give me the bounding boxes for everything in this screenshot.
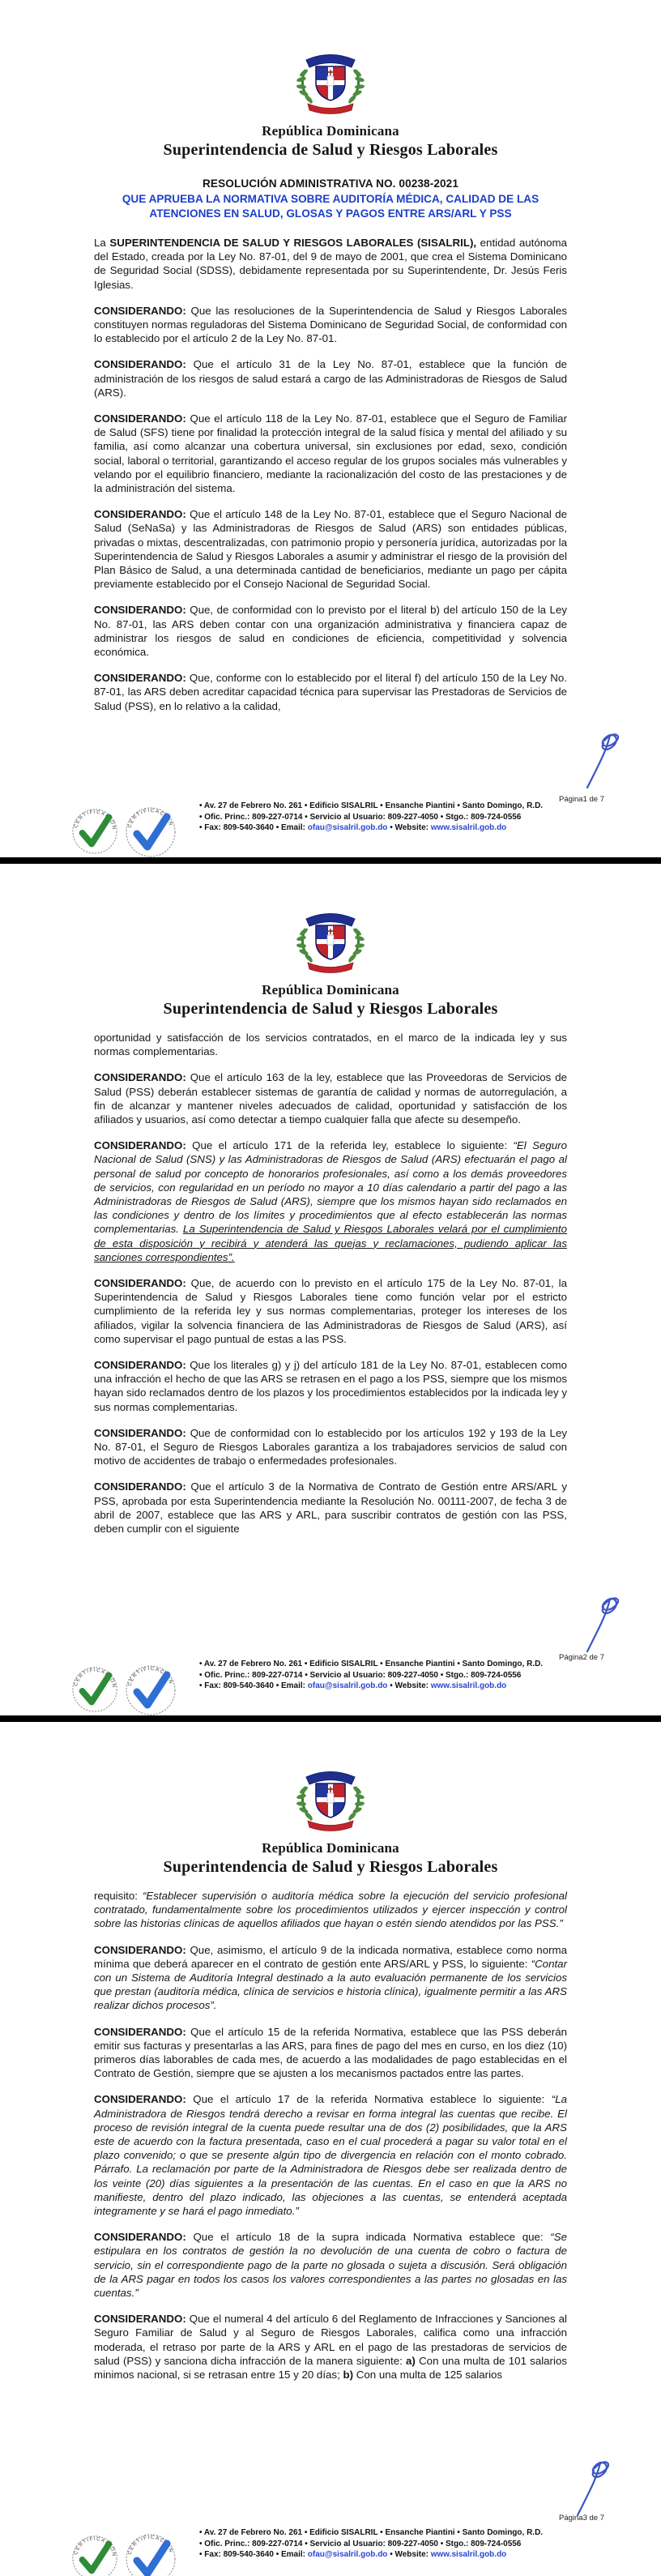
footer-contact-block: [199, 1659, 543, 1692]
footer-phones-line: • Ofic. Princ.: 809-227-0714 • Servicio al Usuario: 809-227-4050 • Stgo.: 809-724-0556: [199, 812, 522, 822]
paragraph: CONSIDERANDO: Que el artículo 31 de la Ley No. 87-01, establece que la función de administración de los riesgos de salud estará a cargo de las Administradoras de Riesgos de Salud (ARS).: [94, 358, 567, 399]
footer-contact-line: [199, 822, 543, 834]
paragraph: CONSIDERANDO: Que las resoluciones de la Superintendencia de Salud y Riesgos Laborales constituyen normas reguladoras del Sistema Dominicano de Seguridad Social, de conformidad con lo establecido por el artículo 2 de la Ley No. 87-01.: [94, 304, 567, 345]
footer-address-line: • Av. 27 de Febrero No. 261 • Edificio SISALRIL • Ensanche Piantini • Santo Domingo, R.D.: [199, 2528, 544, 2537]
signature-paraph-icon: [582, 728, 624, 794]
page-number: Página1 de 7: [559, 795, 604, 804]
certification-stamp-blue-icon: [123, 1660, 178, 1715]
footer-website-label: • Website:: [387, 823, 431, 832]
page-number: Página2 de 7: [559, 1653, 604, 1662]
dominican-coat-of-arms-icon: [295, 1769, 366, 1837]
certification-stamps: [70, 1660, 178, 1715]
footer-contact-line: [199, 1681, 543, 1692]
paragraph: CONSIDERANDO: Que el artículo 15 de la referida Normativa, establece que las PSS deberán emitir sus facturas y presentarlas a las ARS, para fines de pago del mes en curso, en los diez (10) primeros días laborables de cada mes, de acuerdo a las modalidades de pago establecidas en el Contrato de Gestión, siempre que se ajusten a los mecanismos pactados entre las partes.: [94, 2025, 567, 2080]
document-body-page-3: [94, 1889, 567, 2382]
certification-stamp-blue-icon: [123, 2529, 178, 2576]
dominican-coat-of-arms-icon: [295, 911, 366, 979]
certification-stamp-green-icon: [70, 802, 120, 857]
footer-website-link: www.sisalril.gob.do: [430, 1681, 507, 1690]
paragraph: CONSIDERANDO: Que el numeral 4 del artículo 6 del Reglamento de Infracciones y Sanciones al Seguro Familiar de Salud y al Seguro de Riesgos Laborales, califica como una infracción moderada, el retraso por parte de la ARS y ARL en el pago de las prestadoras de servicios de salud (PSS) y sanciona dicha infracción de la manera siguiente: a) Con una multa de 101 salarios minimos nacional, si se retrasan entre 15 y 20 días; b) Con una multa de 125 salarios: [94, 2313, 567, 2382]
document-body-page-1: [94, 236, 567, 713]
certification-stamp-green-icon: [70, 1660, 120, 1715]
page-2: [0, 864, 661, 1715]
paragraph: CONSIDERANDO: Que de conformidad con lo establecido por los artículos 192 y 193 de la Ley No. 87-01, el Seguro de Riesgos Laborales garantiza a los trabajadores servicios de salud con motivo de accidentes de trabajo o enfermedades profesionales.: [94, 1426, 567, 1467]
signature-paraph-icon: [572, 2455, 614, 2522]
certification-stamp-blue-icon: [123, 802, 178, 857]
footer-email-label: • Email:: [275, 1681, 308, 1690]
page-footer: [70, 801, 612, 857]
footer-address-line: • Av. 27 de Febrero No. 261 • Edificio SISALRIL • Ensanche Piantini • Santo Domingo, R.D.: [199, 1660, 544, 1668]
letterhead: [0, 0, 661, 220]
footer-contact-block: [199, 2527, 543, 2561]
page-footer: [70, 1659, 612, 1715]
certification-stamps: [70, 2529, 178, 2576]
letterhead: [0, 864, 661, 1019]
footer-email-link: ofau@sisalril.gob.do: [307, 1681, 388, 1690]
page-separator: [0, 1715, 661, 1722]
resolution-number: RESOLUCIÓN ADMINISTRATIVA NO. 00238-2021: [203, 177, 458, 190]
paragraph: CONSIDERANDO: Que el artículo 118 de la Ley No. 87-01, establece que el Seguro de Familiar de Salud (SFS) tiene por finalidad la protección integral de la salud física y mental del afiliado y su familia, así como alcanzar una cobertura universal, sin exclusiones por edad, sexo, condición social, laboral o territorial, garantizando el acceso regular de los grupos sociales más vulnerables y velando por el equilibrio financiero, mediante la racionalización del costo de las prestaciones y de la administración del sistema.: [94, 412, 567, 495]
paragraph: CONSIDERANDO: Que el artículo 3 de la Normativa de Contrato de Gestión entre ARS/ARL y PSS, aprobada por esta Superintendencia mediante la Resolución No. 00111-2007, de fecha 3 de abril de 2007, establece que las ARS y ARL, para suscribir contratos de gestión con las PSS, deben cumplir con el siguiente: [94, 1480, 567, 1536]
country-title: República Dominicana: [262, 123, 399, 139]
page-1: [0, 0, 661, 857]
footer-phones-line: • Ofic. Princ.: 809-227-0714 • Servicio al Usuario: 809-227-4050 • Stgo.: 809-724-0556: [199, 1670, 522, 1680]
footer-address-line: • Av. 27 de Febrero No. 261 • Edificio SISALRIL • Ensanche Piantini • Santo Domingo, R.D.: [199, 801, 544, 810]
dominican-coat-of-arms-icon: [295, 52, 366, 120]
certification-stamps: [70, 802, 178, 857]
agency-title: Superintendencia de Salud y Riesgos Laborales: [163, 141, 498, 159]
paragraph: CONSIDERANDO: Que, conforme con lo establecido por el literal f) del artículo 150 de la Ley No. 87-01, las ARS deben acreditar capacidad técnica para supervisar las Prestadoras de Servicios de Salud (PSS), en lo relativo a la calidad,: [94, 672, 567, 712]
paragraph: CONSIDERANDO: Que el artículo 17 de la referida Normativa establece lo siguiente: “La Administradora de Riesgos tendrá derecho a revisar en forma integral las cuentas que recibe. El proceso de revisión integral de la cuenta puede resultar una de dos (2) posibilidades, que la ARS este de acuerdo con la factura presentada, caso en el cual procederá a pagar su valor total en el plazo convenido; o que se presente algún tipo de divergencia en relación con el monto cobrado. Párrafo. La reclamación por parte de la Administradora de Riesgos debe ser realizada dentro de los veinte (20) días siguientes a la presentación de las cuentas. En el caso en que la ARS no manifieste, dentro del plazo indicado, las objeciones a las cuentas, se entenderá aceptada integramente y se hará el pago inmediato.”: [94, 2093, 567, 2218]
footer-email-link: ofau@sisalril.gob.do: [307, 823, 388, 832]
paragraph: requisito: “Establecer supervisión o auditoría médica sobre la ejecución del servicio profesional contratado, fundamentalmente sobre los procedimientos utilizados y ejercer inspección y control sobre las historias clínicas de aquellos afiliados que hayan o estén siendo atendidos por las PSS.”: [94, 1890, 567, 1930]
paragraph: CONSIDERANDO: Que el artículo 163 de la ley, establece que las Proveedoras de Servicios de Salud (PSS) deberán establecer sistemas de garantía de calidad y normas de autorregulación, a fin de alcanzar y mantener niveles adecuados de calidad, oportunidad y satisfacción de los afiliados y usuarios, así como detectar a tiempo cualquier falla que afecte su desempeño.: [94, 1071, 567, 1126]
page-footer: [70, 2527, 612, 2576]
footer-fax: • Fax: 809-540-3640: [199, 2550, 276, 2559]
footer-website-label: • Website:: [387, 2550, 431, 2559]
country-title: República Dominicana: [262, 1840, 399, 1856]
letterhead: [0, 1722, 661, 1877]
certification-stamp-green-icon: [70, 2529, 120, 2576]
document-body-page-2: [94, 1031, 567, 1536]
footer-contact-block: [199, 801, 543, 834]
footer-email-link: ofau@sisalril.gob.do: [307, 2550, 388, 2559]
country-title: República Dominicana: [262, 982, 399, 998]
footer-fax: • Fax: 809-540-3640: [199, 1681, 276, 1690]
paragraph: CONSIDERANDO: Que el artículo 18 de la supra indicada Normativa establece que: “Se estipulara en los contratos de gestión la no devolución de una cuenta de cobro o factura de servicio, sin el correspondiente pago de la parte no glosada o sujeta a discusión. Será obligación de la ARS pagar en todos los casos los valores correspondientes a las partes no glosadas en las cuentas.”: [94, 2231, 567, 2300]
footer-fax: • Fax: 809-540-3640: [199, 823, 276, 832]
footer-contact-line: [199, 2549, 543, 2561]
paragraph: CONSIDERANDO: Que los literales g) y j) del artículo 181 de la Ley No. 87-01, establecen como una infracción el hecho de que las ARS se retrasen en el pago a los PSS, siempre que los mismos hayan sido reclamados dentro de los plazos y los procedimientos establecidos por la indicada ley y sus normas complementarias.: [94, 1359, 567, 1413]
footer-website-link: www.sisalril.gob.do: [430, 823, 507, 832]
paragraph: CONSIDERANDO: Que el artículo 148 de la Ley No. 87-01, establece que el Seguro Nacional de Salud (SeNaSa) y las Administradoras de Riesgos de Salud (ARS) son entidades públicas, privadas o mixtas, descentralizadas, con patrimonio propio y personería jurídica, autorizadas por la Superintendencia de Salud y Riesgos Laborales a asumir y administrar el riesgo de la provisión del Plan Básico de Salud, a una determinada cantidad de beneficiarios, mediante un pago per cápita previamente establecido por el Consejo Nacional de Seguridad Social.: [94, 508, 567, 591]
paragraph: CONSIDERANDO: Que el artículo 171 de la referida ley, establece lo siguiente: “El Seguro Nacional de Salud (SNS) y las Administradoras de Riesgos de Salud (ARS) efectuarán el pago al personal de salud por concepto de honorarios profesionales, así como a los demás proveedores de servicios, con regularidad en un período no mayor a 10 días calendario a partir del pago a las Administradoras de Riesgos de Salud (ARS), siempre que los mismos hayan sido reclamados en las condiciones y dentro de los límites y procedimientos que al efecto establecerán las normas complementarias. La Superintendencia de Salud y Riesgos Laborales velará por el cumplimiento de esta disposición y recibirá y atenderá las quejas y reclamaciones, pudiendo aplicar las sanciones correspondientes”.: [94, 1139, 567, 1263]
paragraph: CONSIDERANDO: Que, de acuerdo con lo previsto en el artículo 175 de la Ley No. 87-01, la Superintendencia de Salud y Riesgos Laborales tiene como función velar por el estricto cumplimiento de la referida ley y sus normas complementarias, proteger los intereses de los afiliados, vigilar la solvencia financiera de las Administradoras de Riesgos de Salud (ARS), así como supervisar el pago puntual de estas a las PSS.: [94, 1277, 567, 1345]
footer-email-label: • Email:: [275, 2550, 308, 2559]
paragraph: oportunidad y satisfacción de los servicios contratados, en el marco de la indicada ley y sus normas complementarias.: [94, 1032, 567, 1058]
footer-website-link: www.sisalril.gob.do: [430, 2550, 507, 2559]
paragraph: La SUPERINTENDENCIA DE SALUD Y RIESGOS LABORALES (SISALRIL), entidad autónoma del Estado, creada por la Ley No. 87-01, del 9 de mayo de 2001, que crea el Sistema Dominicano de Seguridad Social (SDSS), debidamente representada por su Superintendente, Dr. Jesús Feris Iglesias.: [94, 237, 567, 291]
page-separator: [0, 857, 661, 864]
page-3: [0, 1722, 661, 2576]
resolution-subtitle: QUE APRUEBA LA NORMATIVA SOBRE AUDITORÍA MÉDICA, CALIDAD DE LAS ATENCIONES EN SALUD, GLOSAS Y PAGOS ENTRE ARS/ARL Y PSS: [122, 193, 539, 220]
page-number: Página3 de 7: [559, 2514, 604, 2523]
agency-title: Superintendencia de Salud y Riesgos Laborales: [163, 1858, 498, 1876]
signature-paraph-icon: [582, 1591, 624, 1658]
paragraph: CONSIDERANDO: Que, asimismo, el artículo 9 de la indicada normativa, establece como norma mínima que deberá aparecer en el contrato de gestión ente ARS/ARL y PSS, lo siguiente: “Contar con un Sistema de Auditoría Integral destinado a la auto evaluación permanente de los servicios que prestan (auditoría médica, clínica de servicios e historia clínica), igualmente permitir a las ARS realizar dichos procesos”.: [94, 1943, 567, 2012]
paragraph: CONSIDERANDO: Que, de conformidad con lo previsto por el literal b) del artículo 150 de la Ley No. 87-01, las ARS deben contar con una organización administrativa y financiera capaz de administrar los riesgos de salud en condiciones de eficiencia, competitividad y solvencia económica.: [94, 604, 567, 659]
footer-email-label: • Email:: [275, 823, 308, 832]
footer-phones-line: • Ofic. Princ.: 809-227-0714 • Servicio al Usuario: 809-227-4050 • Stgo.: 809-724-0556: [199, 2539, 522, 2548]
footer-website-label: • Website:: [387, 1681, 431, 1690]
agency-title: Superintendencia de Salud y Riesgos Laborales: [163, 1000, 498, 1018]
